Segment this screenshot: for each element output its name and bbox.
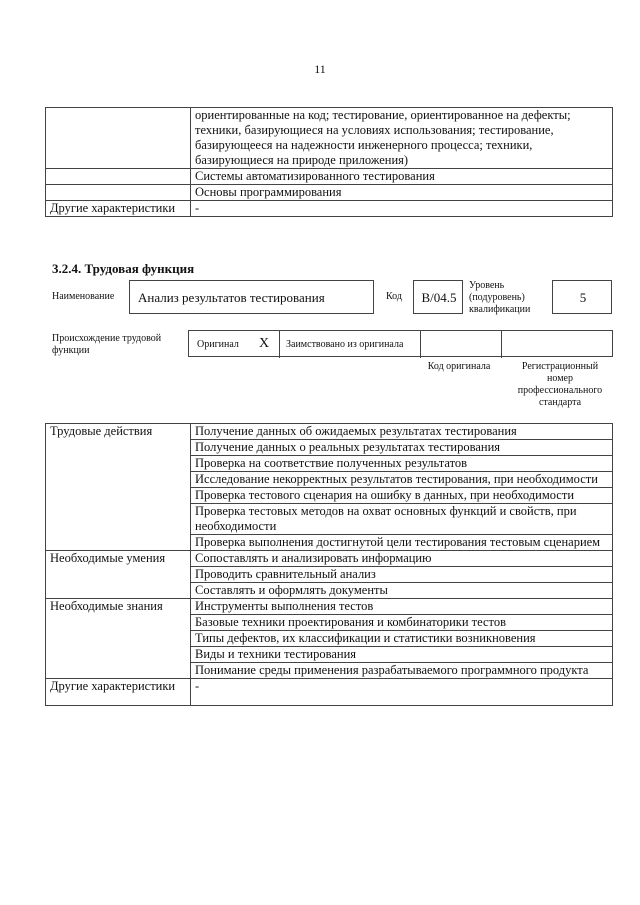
row-text: ориентированные на код; тестирование, ориентированное на дефекты; техники, базирующиеся на условиях использования; тестирование, базирующееся на надежности инженерного процесса; техники, базирующиеся на природе приложения) <box>191 108 613 169</box>
reg-number-caption: Регистрационный номер профессионального стандарта <box>517 361 603 408</box>
original-mark: X <box>259 336 270 351</box>
name-value: Анализ результатов тестирования <box>138 290 325 305</box>
row-text: Системы автоматизированного тестирования <box>191 169 613 185</box>
row-label <box>46 169 191 185</box>
code-label: Код <box>386 291 402 302</box>
table-row <box>46 551 613 567</box>
original-label: Оригинал <box>197 339 239 350</box>
level-label: Уровень (подуровень) квалификации <box>469 280 531 315</box>
item: Проверка на соответствие полученных результатов <box>191 456 613 472</box>
item: Проверка тестовых методов на охват основных функций и свойств, при необходимости <box>191 504 613 535</box>
item: Сопоставлять и анализировать информацию <box>191 551 613 567</box>
item: Проводить сравнительный анализ <box>191 567 613 583</box>
code-box <box>413 280 463 314</box>
group-label-knowledge: Необходимые знания <box>46 599 191 679</box>
table-row <box>46 424 613 440</box>
borrowed-label: Заимствовано из оригинала <box>286 339 404 350</box>
name-label: Наименование <box>52 291 115 302</box>
table-row <box>46 599 613 615</box>
table-row <box>46 108 613 169</box>
divider <box>420 331 421 358</box>
item: - <box>191 679 613 706</box>
level-value: 5 <box>579 290 587 305</box>
item: Проверка тестового сценария на ошибку в данных, при необходимости <box>191 488 613 504</box>
code-value: B/04.5 <box>421 290 457 305</box>
item: Составлять и оформлять документы <box>191 583 613 599</box>
group-label-skills: Необходимые умения <box>46 551 191 599</box>
labor-function-table <box>45 423 613 706</box>
code-original-caption: Код оригинала <box>427 361 491 372</box>
item: Типы дефектов, их классификации и статистики возникновения <box>191 631 613 647</box>
group-label-other: Другие характеристики <box>46 679 191 706</box>
origin-box <box>188 330 613 357</box>
item: Исследование некорректных результатов тестирования, при необходимости <box>191 472 613 488</box>
table-row <box>46 185 613 201</box>
table-row <box>46 201 613 217</box>
page-number: 11 <box>314 62 326 76</box>
item: Проверка выполнения достигнутой цели тестирования тестовым сценарием <box>191 535 613 551</box>
row-text: Основы программирования <box>191 185 613 201</box>
item: Получение данных о реальных результатах тестирования <box>191 440 613 456</box>
table-row <box>46 679 613 706</box>
section-title: 3.2.4. Трудовая функция <box>52 261 195 276</box>
divider <box>279 331 280 358</box>
item: Получение данных об ожидаемых результатах тестирования <box>191 424 613 440</box>
item: Виды и техники тестирования <box>191 647 613 663</box>
level-box <box>552 280 612 314</box>
origin-label: Происхождение трудовой функции <box>52 333 162 356</box>
item: Базовые техники проектирования и комбинаторики тестов <box>191 615 613 631</box>
name-box <box>129 280 374 314</box>
top-characteristics-table <box>45 107 613 217</box>
row-text: - <box>191 201 613 217</box>
divider <box>501 331 502 358</box>
table-row <box>46 169 613 185</box>
row-label <box>46 185 191 201</box>
row-label <box>46 108 191 169</box>
item: Инструменты выполнения тестов <box>191 599 613 615</box>
group-label-actions: Трудовые действия <box>46 424 191 551</box>
row-label: Другие характеристики <box>46 201 191 217</box>
item: Понимание среды применения разрабатываемого программного продукта <box>191 663 613 679</box>
